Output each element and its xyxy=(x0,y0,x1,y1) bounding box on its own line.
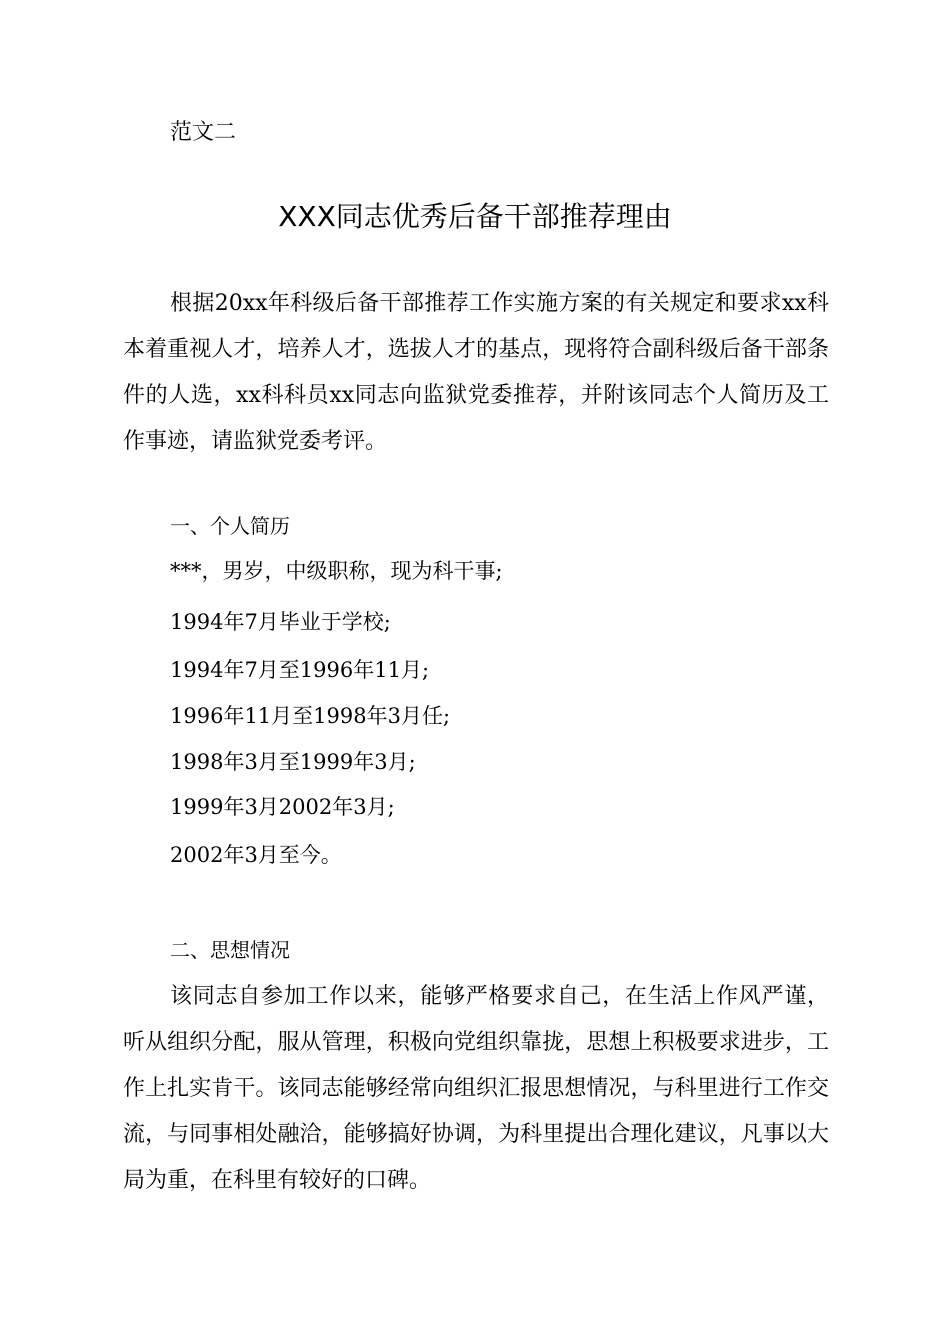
section-heading-resume: 一、个人简历 xyxy=(170,514,290,538)
resume-line: 2002年3月至今。 xyxy=(170,843,342,867)
document-label: 范文二 xyxy=(170,120,237,145)
thought-paragraph: 该同志自参加工作以来，能够严格要求自己，在生活上作风严谨，听从组织分配，服从管理，积极向党组织靠拢，思想上积极要求进步，工作上扎实肯干。该同志能够经常向组织汇报思想情况，与科里进行工作交流，与同事相处融洽，能够搞好协调，为科里提出合理化建议，凡事以大局为重，在科里有较好的口碑。 xyxy=(123,984,829,1193)
intro-paragraph: 根据20xx年科级后备干部推荐工作实施方案的有关规定和要求xx科本着重视人才，培养人才，选拔人才的基点，现将符合副科级后备干部条件的人选，xx科科员xx同志向监狱党委推荐，并附该同志个人简历及工作事迹，请监狱党委考评。 xyxy=(123,291,829,454)
section-heading-thought: 二、思想情况 xyxy=(170,938,290,962)
resume-line: 1996年11月至1998年3月任; xyxy=(170,704,451,728)
resume-line: 1999年3月2002年3月; xyxy=(170,795,395,819)
resume-line: 1998年3月至1999年3月; xyxy=(170,750,416,774)
resume-line: 1994年7月至1996年11月; xyxy=(170,658,430,682)
document-title: XXX同志优秀后备干部推荐理由 xyxy=(278,200,672,233)
resume-line: 1994年7月毕业于学校; xyxy=(170,610,391,634)
resume-line: ***，男岁，中级职称，现为科干事; xyxy=(170,559,503,583)
